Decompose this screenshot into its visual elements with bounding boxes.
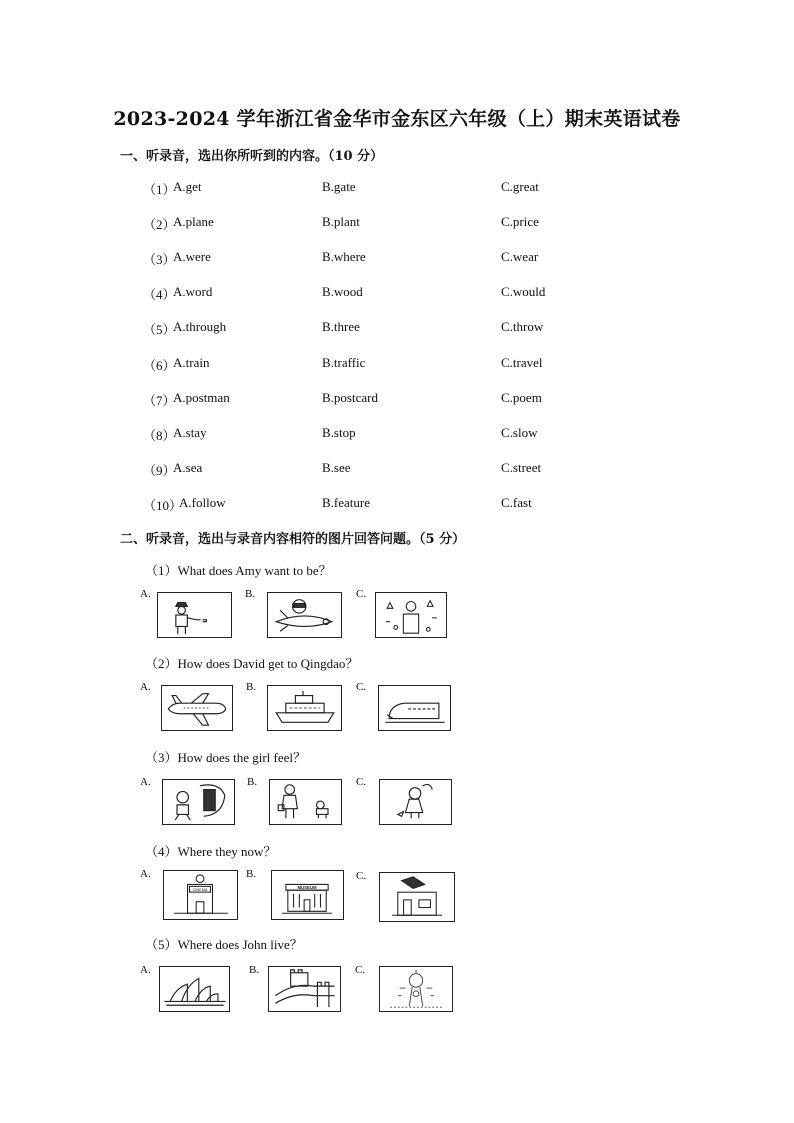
question-1-text: （1）What does Amy want to be？ xyxy=(145,563,332,578)
option-letter-a: A. xyxy=(140,964,151,976)
option-a[interactable]: A.word xyxy=(173,284,213,299)
option-letter-c: C. xyxy=(356,681,367,693)
page-title: 2023-2024 学年浙江省金华市金东区六年级（上）期末英语试卷 xyxy=(113,108,681,130)
museum-sign-text: MUSEUM xyxy=(297,885,317,891)
question-3-text: （3）How does the girl feel？ xyxy=(145,750,307,765)
option-letter-a: A. xyxy=(140,868,151,880)
option-b[interactable]: B.where xyxy=(322,249,366,264)
item-number: （3） xyxy=(143,252,176,267)
option-c[interactable]: C.slow xyxy=(501,425,538,440)
option-letter-a: A. xyxy=(140,588,151,600)
police-officer-picture[interactable] xyxy=(157,592,232,638)
option-b[interactable]: B.wood xyxy=(322,284,363,299)
option-letter-a: A. xyxy=(140,681,151,693)
ship-picture[interactable] xyxy=(267,685,342,731)
question-2-text: （2）How does David get to Qingdao？ xyxy=(145,656,359,671)
option-a[interactable]: A.plane xyxy=(173,214,214,229)
option-c[interactable]: C.travel xyxy=(501,355,543,370)
option-a[interactable]: A.train xyxy=(173,355,210,370)
pilot-picture[interactable] xyxy=(267,592,342,638)
question-4-text: （4）Where they now？ xyxy=(145,844,277,859)
great-wall-picture[interactable] xyxy=(268,966,341,1012)
option-letter-c: C. xyxy=(356,776,367,788)
option-a[interactable]: A.were xyxy=(173,249,211,264)
girl-dog-icon xyxy=(270,780,341,824)
option-b[interactable]: B.feature xyxy=(322,495,371,510)
opera-house-icon xyxy=(160,967,229,1011)
option-c[interactable]: C.fast xyxy=(501,495,532,510)
girl-looking-down-icon xyxy=(380,780,451,824)
tower-picture[interactable] xyxy=(379,966,453,1012)
option-letter-c: C. xyxy=(355,964,366,976)
item-number: （9） xyxy=(143,463,176,478)
option-c[interactable]: C.street xyxy=(501,460,542,475)
cinema-sign-text: CINEMA xyxy=(192,888,208,893)
museum-icon xyxy=(272,871,343,919)
option-b[interactable]: B.three xyxy=(322,319,360,334)
option-letter-b: B. xyxy=(247,776,258,788)
option-b[interactable]: B.traffic xyxy=(322,355,366,370)
option-a[interactable]: A.through xyxy=(173,319,227,334)
option-a[interactable]: A.postman xyxy=(173,390,230,405)
option-c[interactable]: C.poem xyxy=(501,390,542,405)
cinema-picture[interactable] xyxy=(163,870,238,920)
bookstore-picture[interactable] xyxy=(379,872,455,922)
tower-icon xyxy=(380,967,452,1011)
train-icon xyxy=(379,686,450,730)
section-2-heading: 二、听录音，选出与录音内容相符的图片回答问题。（5 分） xyxy=(120,532,466,547)
girl-looking-down-picture[interactable] xyxy=(379,779,452,825)
option-letter-c: C. xyxy=(356,870,367,882)
item-number: （8） xyxy=(143,428,176,443)
scientist-picture[interactable] xyxy=(375,592,447,638)
option-b[interactable]: B.stop xyxy=(322,425,356,440)
option-letter-b: B. xyxy=(246,868,257,880)
option-b[interactable]: B.see xyxy=(322,460,351,475)
great-wall-icon xyxy=(269,967,340,1011)
item-number: （7） xyxy=(143,393,176,408)
item-number: （4） xyxy=(143,287,176,302)
item-number: （1） xyxy=(143,182,176,197)
option-a[interactable]: A.follow xyxy=(179,495,226,510)
airplane-picture[interactable] xyxy=(161,685,233,731)
item-number: （5） xyxy=(143,322,176,337)
option-b[interactable]: B.postcard xyxy=(322,390,378,405)
option-letter-c: C. xyxy=(356,588,367,600)
option-c[interactable]: C.would xyxy=(501,284,546,299)
item-number: （6） xyxy=(143,358,176,373)
boy-and-door-picture[interactable] xyxy=(162,779,235,825)
item-number: （2） xyxy=(143,217,176,232)
question-5-text: （5）Where does John live？ xyxy=(145,937,303,952)
boy-door-icon xyxy=(163,780,234,824)
option-c[interactable]: C.price xyxy=(501,214,539,229)
option-letter-a: A. xyxy=(140,776,151,788)
bookstore-icon xyxy=(380,873,454,921)
option-c[interactable]: C.throw xyxy=(501,319,544,334)
section-1-heading: 一、听录音，选出你所听到的内容。（10 分） xyxy=(120,149,384,164)
option-a[interactable]: A.get xyxy=(173,179,202,194)
option-c[interactable]: C.great xyxy=(501,179,539,194)
option-a[interactable]: A.stay xyxy=(173,425,207,440)
scientist-icon xyxy=(376,593,446,637)
option-letter-b: B. xyxy=(249,964,260,976)
option-b[interactable]: B.gate xyxy=(322,179,356,194)
airplane-icon xyxy=(162,686,232,730)
police-officer-icon xyxy=(158,593,231,637)
option-letter-b: B. xyxy=(245,588,256,600)
item-number: （10） xyxy=(143,498,183,513)
cinema-icon xyxy=(164,871,237,919)
train-picture[interactable] xyxy=(378,685,451,731)
option-letter-b: B. xyxy=(246,681,257,693)
option-c[interactable]: C.wear xyxy=(501,249,539,264)
ship-icon xyxy=(268,686,341,730)
sydney-opera-house-picture[interactable] xyxy=(159,966,230,1012)
museum-picture[interactable] xyxy=(271,870,344,920)
pilot-plane-icon xyxy=(268,593,341,637)
option-b[interactable]: B.plant xyxy=(322,214,360,229)
option-a[interactable]: A.sea xyxy=(173,460,203,475)
girl-with-dog-picture[interactable] xyxy=(269,779,342,825)
